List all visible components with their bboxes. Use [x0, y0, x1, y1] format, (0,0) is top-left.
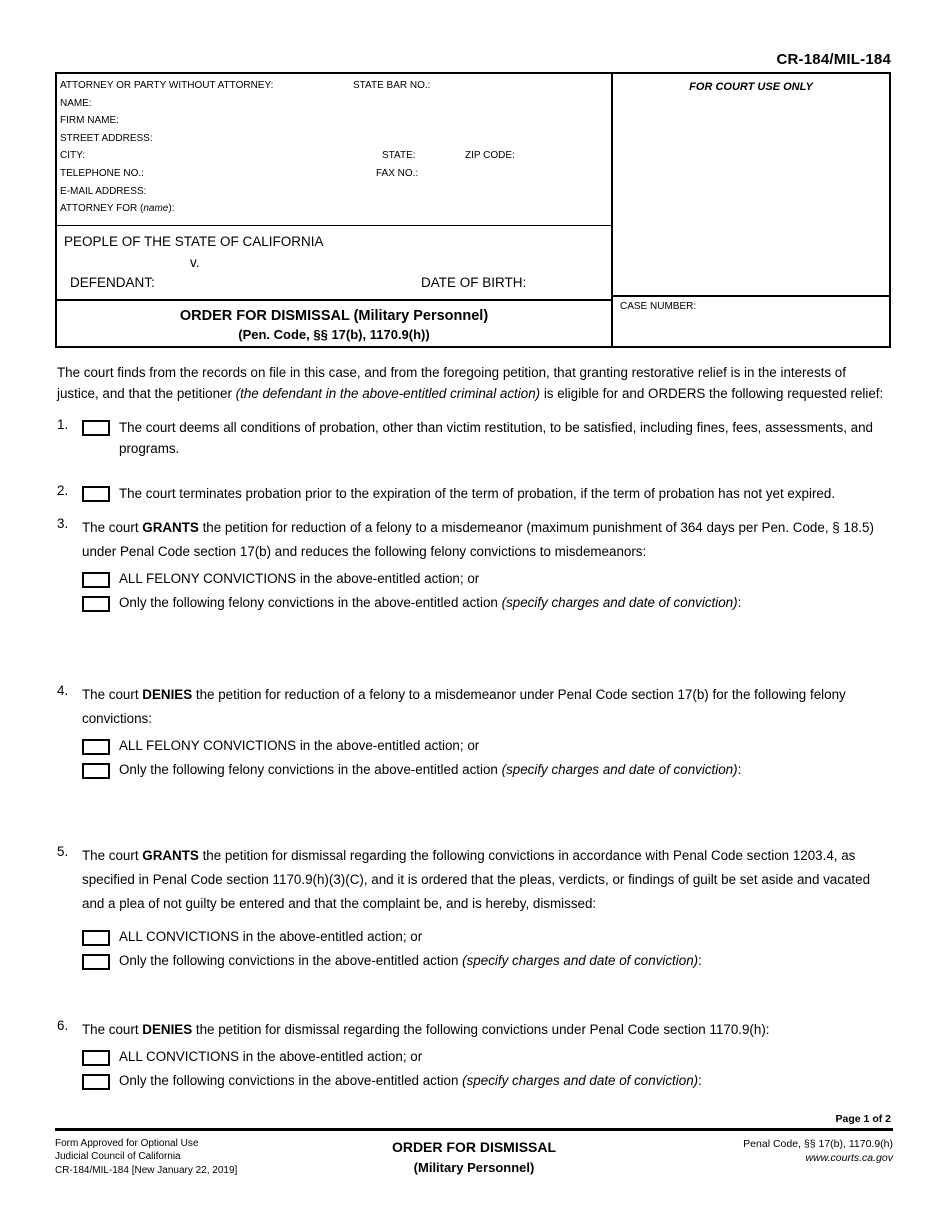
- caption-box-left: [57, 74, 611, 346]
- city-label: CITY:: [60, 150, 86, 162]
- item-1-number: 1.: [57, 417, 69, 432]
- item-4-option-all-text: ALL FELONY CONVICTIONS in the above-entitled action; or: [119, 738, 480, 753]
- fax-label: FAX NO.:: [376, 167, 419, 179]
- item-3-number: 3.: [57, 516, 69, 531]
- item-4-text: The court DENIES the petition for reduction of a felony to a misdemeanor under Penal Code section 17(b) for the following felony convictions:: [82, 687, 846, 726]
- firm-name-field-row[interactable]: [60, 113, 607, 131]
- attorney-for-label: ATTORNEY FOR (name):: [60, 203, 175, 215]
- item-5-option-only-text: Only the following convictions in the above-entitled action (specify charges and date of conviction):: [119, 953, 702, 968]
- item-2: [57, 483, 891, 504]
- footer-rule: [55, 1128, 893, 1131]
- court-use-only-label: FOR COURT USE ONLY: [689, 81, 813, 93]
- item-6-option-all-text: ALL CONVICTIONS in the above-entitled action; or: [119, 1049, 423, 1064]
- attorney-for-field-row[interactable]: [60, 201, 607, 219]
- form-title: ORDER FOR DISMISSAL (Military Personnel): [179, 308, 489, 324]
- case-number-field[interactable]: [613, 295, 889, 346]
- intro-paragraph: [57, 362, 891, 404]
- item-5: [57, 844, 891, 1018]
- caption-box-right: [611, 74, 889, 346]
- item-4-number: 4.: [57, 683, 69, 698]
- versus-label: v.: [190, 255, 200, 270]
- caption-box: [55, 72, 891, 348]
- item-5-only-checkbox[interactable]: [82, 954, 110, 970]
- street-address-field-row[interactable]: [60, 131, 607, 149]
- item-6-text: The court DENIES the petition for dismissal regarding the following convictions under Penal Code section 1170.9(h):: [82, 1022, 770, 1037]
- item-4-only-checkbox[interactable]: [82, 763, 110, 779]
- plaintiff-name: PEOPLE OF THE STATE OF CALIFORNIA: [64, 234, 324, 249]
- form-title-code: (Pen. Code, §§ 17(b), 1170.9(h)): [238, 327, 430, 342]
- item-6-only-checkbox[interactable]: [82, 1074, 110, 1090]
- form-body: [57, 362, 891, 1151]
- item-4-option-only: [82, 760, 891, 780]
- item-6-number: 6.: [57, 1018, 69, 1033]
- state-bar-label: STATE BAR NO.:: [353, 80, 431, 91]
- footer-title-line1: ORDER FOR DISMISSAL: [391, 1138, 557, 1155]
- item-6-option-only: [82, 1071, 891, 1091]
- item-2-number: 2.: [57, 483, 69, 498]
- footer-approval-line3: CR-184/MIL-184 [New January 22, 2019]: [55, 1164, 238, 1176]
- zip-code-label: ZIP CODE:: [465, 150, 515, 162]
- footer-form-title: [327, 1137, 621, 1178]
- state-label: STATE:: [382, 150, 416, 162]
- item-3: [57, 516, 891, 683]
- item-4-all-checkbox[interactable]: [82, 739, 110, 755]
- item-6-all-checkbox[interactable]: [82, 1050, 110, 1066]
- item-2-checkbox[interactable]: [82, 486, 110, 502]
- name-field-row[interactable]: [60, 96, 607, 114]
- item-4-option-only-text: Only the following felony convictions in the above-entitled action (specify charges and date of conviction):: [119, 762, 742, 777]
- page-indicator: Page 1 of 2: [835, 1113, 891, 1125]
- footer-title-line2: (Military Personnel): [413, 1159, 535, 1175]
- telephone-fax-field-row[interactable]: [60, 166, 607, 184]
- case-caption-block: [57, 226, 611, 301]
- item-1-checkbox[interactable]: [82, 420, 110, 436]
- firm-name-label: FIRM NAME:: [60, 115, 119, 127]
- item-3-option-only: [82, 593, 891, 613]
- street-address-label: STREET ADDRESS:: [60, 132, 153, 144]
- item-1: [57, 417, 891, 459]
- footer-reference-block: [621, 1137, 893, 1178]
- item-3-option-all-text: ALL FELONY CONVICTIONS in the above-entitled action; or: [119, 571, 480, 586]
- item-3-text: The court GRANTS the petition for reduction of a felony to a misdemeanor (maximum punishment of 364 days per Pen. Code, § 18.5) under Penal Code section 17(b) and reduces the following felony convictions to misdemeanors:: [82, 520, 874, 559]
- intro-italic: (the defendant in the above-entitled criminal action): [235, 386, 541, 401]
- attorney-label: ATTORNEY OR PARTY WITHOUT ATTORNEY:: [60, 80, 274, 91]
- date-of-birth-field-row[interactable]: DATE OF BIRTH:: [421, 275, 527, 290]
- item-5-number: 5.: [57, 844, 69, 859]
- city-state-zip-field-row[interactable]: [60, 148, 607, 166]
- footer-website: www.courts.ca.gov: [805, 1152, 893, 1164]
- item-4-option-all: [82, 736, 891, 756]
- page-footer: [55, 1113, 893, 1177]
- defendant-field-row[interactable]: DEFENDANT:: [70, 275, 155, 290]
- form-title-block: [57, 301, 611, 346]
- item-5-text: The court GRANTS the petition for dismissal regarding the following convictions in accordance with Penal Code section 1203.4, as specified in Penal Code section 1170.9(h)(3)(C), and it is ordered that the pleas, verdicts, or findings of guilt be set aside and vacated and a plea of not guilty be entered and that the complaint be, and is hereby, dismissed:: [82, 848, 871, 911]
- footer-approval-line2: Judicial Council of California: [55, 1151, 181, 1162]
- case-number-label: CASE NUMBER:: [620, 301, 697, 312]
- footer-code-reference: Penal Code, §§ 17(b), 1170.9(h): [743, 1137, 893, 1150]
- telephone-label: TELEPHONE NO.:: [60, 167, 144, 179]
- item-3-only-checkbox[interactable]: [82, 596, 110, 612]
- item-5-specify-writein-area[interactable]: [82, 971, 891, 1018]
- attorney-row[interactable]: [60, 78, 607, 96]
- item-6-option-only-text: Only the following convictions in the above-entitled action (specify charges and date of conviction):: [119, 1073, 702, 1088]
- item-3-option-all: [82, 569, 891, 589]
- footer-approval-block: [55, 1137, 327, 1178]
- name-label: NAME:: [60, 97, 92, 109]
- item-5-option-all: [82, 927, 891, 947]
- item-3-option-only-text: Only the following felony convictions in the above-entitled action (specify charges and date of conviction):: [119, 595, 742, 610]
- item-4: [57, 683, 891, 844]
- item-6-option-all: [82, 1047, 891, 1067]
- item-2-text: The court terminates probation prior to the expiration of the term of probation, if the term of probation has not yet expired.: [119, 486, 836, 501]
- intro-text: The court finds from the records on file in this case, and from the foregoing petition, that granting restorative relief is in the interests of justice, and that the petitioner: [57, 365, 846, 401]
- item-4-specify-writein-area[interactable]: [82, 780, 891, 844]
- item-5-option-only: [82, 951, 891, 971]
- intro-text-end: is eligible for and ORDERS the following requested relief:: [540, 386, 884, 401]
- item-3-all-checkbox[interactable]: [82, 572, 110, 588]
- form-number: CR-184/MIL-184: [776, 51, 891, 68]
- item-1-text: The court deems all conditions of probation, other than victim restitution, to be satisfied, including fines, fees, assessments, and programs.: [119, 420, 873, 456]
- item-3-specify-writein-area[interactable]: [82, 613, 891, 683]
- email-field-row[interactable]: [60, 184, 607, 202]
- item-5-option-all-text: ALL CONVICTIONS in the above-entitled action; or: [119, 929, 423, 944]
- attorney-info-block: [57, 74, 611, 226]
- footer-approval-line1: Form Approved for Optional Use: [55, 1137, 199, 1149]
- email-label: E-MAIL ADDRESS:: [60, 185, 147, 197]
- item-5-all-checkbox[interactable]: [82, 930, 110, 946]
